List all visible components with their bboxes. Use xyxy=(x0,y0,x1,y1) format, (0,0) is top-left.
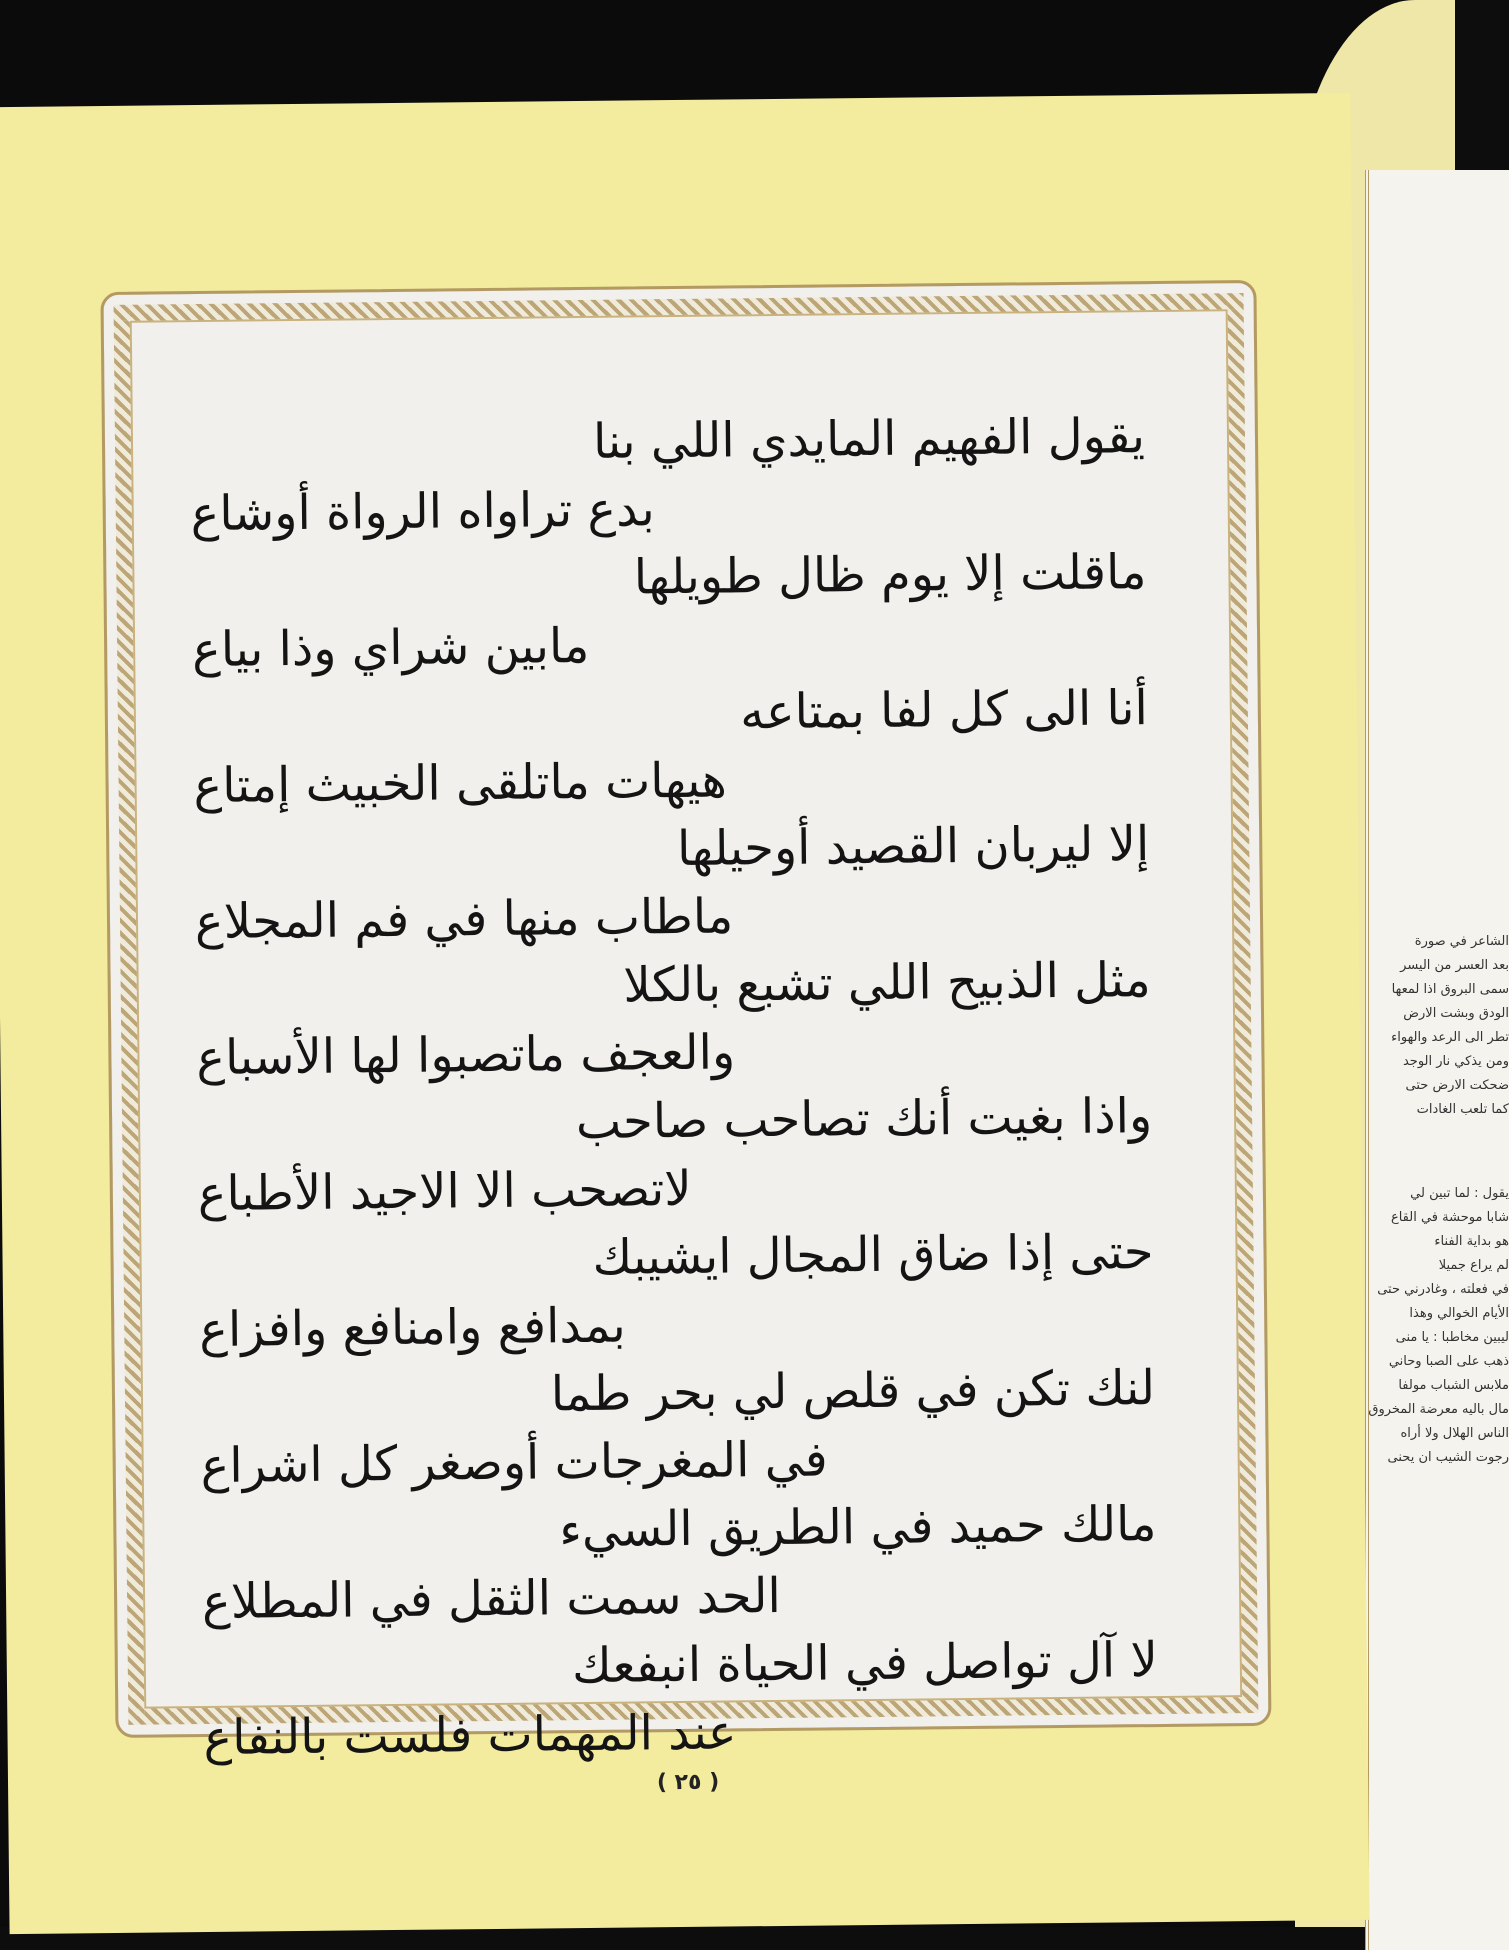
adjacent-line: يقول : لما تبين لي xyxy=(1410,1186,1509,1201)
poem-line: في المغرجات أوصغر كل اشراع xyxy=(200,1431,828,1495)
poem-line: لاتصحب الا الاجيد الأطباع xyxy=(197,1160,692,1223)
poem-line: إلا ليربان القصيد أوحيلها xyxy=(676,816,1150,878)
adjacent-page-frame xyxy=(1365,170,1509,1950)
poem-line: حتى إذا ضاق المجال ايشيبك xyxy=(592,1224,1154,1286)
poem-line: لا آل تواصل في الحياة انبفعك xyxy=(571,1632,1159,1695)
adjacent-line: كما تلعب الغادات xyxy=(1416,1102,1509,1117)
adjacent-line: بعد العسر من اليسر xyxy=(1400,958,1509,973)
poem-line: الحد سمت الثقل في المطلاع xyxy=(201,1567,782,1631)
adjacent-line: ضحكت الارض حتى xyxy=(1405,1078,1509,1093)
poem-text xyxy=(190,402,1159,1772)
adjacent-line: ليبين مخاطبا : يا منى xyxy=(1395,1330,1509,1345)
adjacent-line: ذهب على الصبا وحاني xyxy=(1388,1354,1509,1369)
poem-line: أنا الى كل لفا بمتاعه xyxy=(739,680,1149,741)
adjacent-line: رجوت الشيب ان يحنى xyxy=(1387,1450,1509,1465)
ornamental-frame xyxy=(100,280,1271,1767)
poem-line: مالك حميد في الطريق السيء xyxy=(559,1496,1157,1559)
poem-line: مثل الذبيح اللي تشبع بالكلا xyxy=(623,952,1151,1014)
poem-line: لنك تكن في قلص لي بحر طما xyxy=(550,1360,1156,1423)
adjacent-line: الأيام الخوالي وهذا xyxy=(1409,1306,1509,1321)
adjacent-line: ملابس الشباب مولفا xyxy=(1398,1378,1509,1393)
poem-line: بدع تراواه الرواة أوشاع xyxy=(190,481,655,543)
poem-line: بمدافع وامنافع وافزاع xyxy=(198,1297,626,1359)
poem-line: ماقلت إلا يوم ظال طويلها xyxy=(633,544,1147,606)
adjacent-page-text xyxy=(1368,930,1509,1470)
adjacent-line: ومن يذكي نار الوجد xyxy=(1402,1054,1509,1069)
book-page xyxy=(0,93,1370,1934)
poem-line: يقول الفهيم المايدي اللي بنا xyxy=(592,408,1146,470)
adjacent-line: لم يراع جميلا xyxy=(1438,1258,1509,1273)
poem-line: عند المهمات فلست بالنفاع xyxy=(203,1704,737,1767)
adjacent-line: الودق وبشت الارض xyxy=(1403,1006,1509,1021)
adjacent-line: هو بداية الفناء xyxy=(1434,1234,1509,1249)
adjacent-line: في فعلته ، وغادرني حتى xyxy=(1377,1282,1509,1297)
page-number: ( ٢٥ ) xyxy=(656,1769,720,1796)
poem-line: مابين شراي وذا بياع xyxy=(191,617,590,679)
poem-line: ماطاب منها في فم المجلاع xyxy=(194,888,734,951)
adjacent-line: تطر الى الرعد والهواء xyxy=(1391,1030,1509,1045)
poem-line: هيهات ماتلقى الخبيث إمتاع xyxy=(193,752,728,815)
adjacent-line: مال باليه معرضة المخروق xyxy=(1368,1402,1509,1417)
adjacent-line: شابا موحشة في القاع xyxy=(1390,1210,1509,1225)
poem-line: والعجف ماتصبوا لها الأسباع xyxy=(196,1024,736,1087)
adjacent-line: الشاعر في صورة xyxy=(1414,934,1509,949)
adjacent-line: الناس الهلال ولا أراه xyxy=(1400,1426,1509,1441)
poem-line: واذا بغيت أنك تصاحب صاحب xyxy=(575,1088,1153,1151)
adjacent-line: سمى البروق اذا لمعها xyxy=(1391,982,1509,997)
